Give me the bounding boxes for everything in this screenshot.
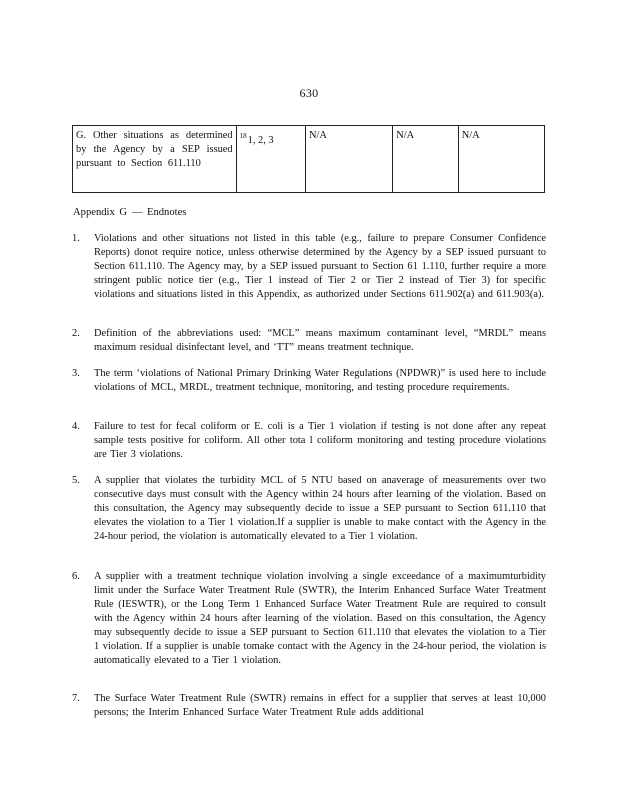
endnote-number: 2. [72,328,80,339]
na-cell-1: N/A [306,126,393,193]
tier-cell [236,126,305,193]
endnote-text: The term ‘violations of National Primary Drinking Water Regulations (NPDWR)” is used here to include violations of MCL, MRDL, treatment technique, monitoring, and testing procedure requirements. [94,368,546,393]
tier-values: 1, 2, 3 [247,135,274,146]
endnote-text: Violations and other situations not listed in this table (e.g., failure to prepare Consumer Confidence Reports) donot require notice, unless otherwise determined by the Agency by a SEP issued pursuant to Section 611.110. The Agency may, by a SEP issued pursuant to Section 61 1.110, further require a more stringent public notice tier (e.g., Tier 1 instead of Tier 2 or Tier 2 instead of Tier 3) for specific violations and situations listed in this Appendix, as authorized under Sections 611.902(a) and 611.903(a). [94,233,546,300]
endnote-number: 4. [72,421,80,432]
endnote-number: 7. [72,693,80,704]
endnote-text: Definition of the abbreviations used: “MCL” means maximum contaminant level, “MRDL” means maximum residual disinfectant level, and ‘TT” means treatment technique. [94,328,546,353]
situation-cell: G. Other situations as determined by the Agency by a SEP issued pursuant to Section 611.110 [73,126,237,193]
endnotes-heading: Appendix G — Endnotes [73,207,187,218]
endnote-text: Failure to test for fecal coliform or E. coli is a Tier 1 violation if testing is not done after any repeat sample tests positive for coliform. All other tota l coliform monitoring and testing procedure violations are Tier 3 violations. [94,421,546,460]
tier-table [72,125,545,193]
endnote-number: 3. [72,368,80,379]
endnote-text: The Surface Water Treatment Rule (SWTR) remains in effect for a supplier that serves at least 10,000 persons; the Interim Enhanced Surface Water Treatment Rule adds additional [94,693,546,718]
na-cell-2: N/A [393,126,458,193]
endnote-reference: 18 [239,132,247,140]
endnote-text: A supplier that violates the turbidity MCL of 5 NTU based on anaverage of measurements over two consecutive days must consult with the Agency within 24 hours after learning of the violation. Based on this consultation, the Agency may subsequently decide to issue a SEP pursuant to Section 611.110 that elevates the violation to a Tier 1 violation.If a supplier is unable to make contact with the Agency in the 24-hour period, the violation is automatically elevated to a Tier 1 violation. [94,475,546,542]
endnote-number: 1. [72,233,80,244]
endnote-number: 5. [72,475,80,486]
endnote-number: 6. [72,571,80,582]
page-number: 630 [299,86,319,100]
table-row [73,126,545,193]
na-cell-3: N/A [458,126,544,193]
endnote-text: A supplier with a treatment technique violation involving a single exceedance of a maximumturbidity limit under the Surface Water Treatment Rule (SWTR), the Interim Enhanced Surface Water Treatment Rule (IESWTR), or the Long Term 1 Enhanced Surface Water Treatment Rule are required to consult with the Agency within 24 hours after learning of the violation. Based on this consultation, the Agency may subsequently decide to issue a SEP pursuant to Section 611.110 that elevates the violation to a Tier 1 violation. If a supplier is unable tomake contact with the Agency in the 24-hour period, the violation is automatically elevated to a Tier 1 violation. [94,571,546,666]
